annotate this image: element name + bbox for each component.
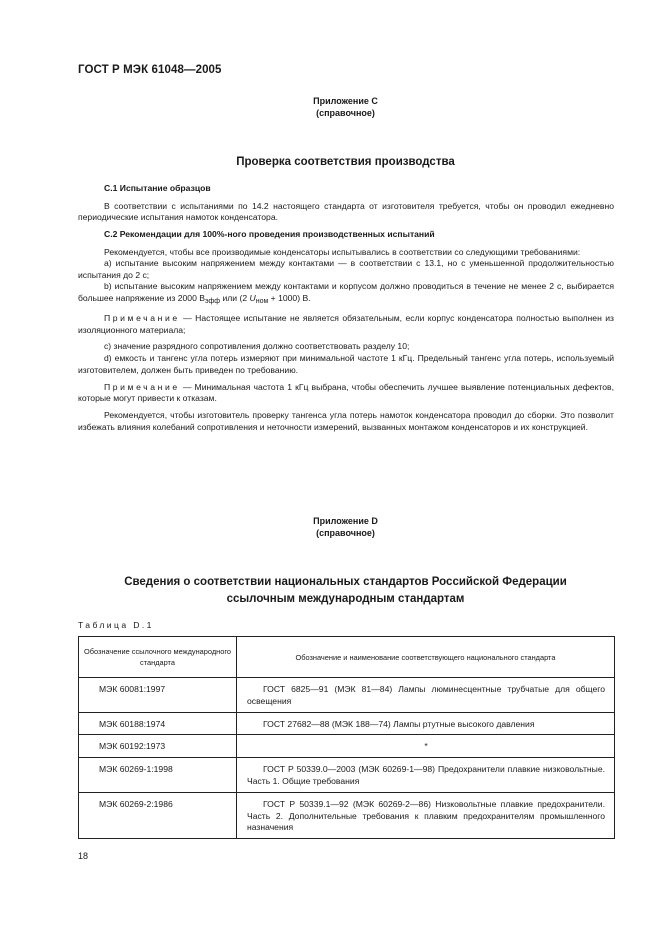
national-text: ГОСТ Р 50339.0—2003 (МЭК 60269-1—98) Предохранители плавкие низковольтные. Часть 1. Общие требования	[247, 764, 605, 786]
item-b-sub-eff: эфф	[204, 298, 221, 306]
note-2-text: — Минимальная частота 1 кГц выбрана, чтобы обеспечить лучшее выявление потенциальных дефектов, которые могут привести к отказам.	[78, 381, 614, 404]
table-header-row	[79, 637, 615, 678]
annex-d-label: Приложение D	[313, 516, 378, 526]
item-b	[78, 281, 614, 307]
item-b-sub-nom: ном	[255, 298, 269, 306]
national-text: ГОСТ 6825—91 (МЭК 81—84) Лампы люминесцентные трубчатые для общего освещения	[247, 684, 605, 706]
annex-c-label: Приложение C	[313, 96, 378, 106]
annex-c-body	[78, 183, 614, 438]
table-row	[79, 758, 615, 793]
ref-cell: МЭК 60269-2:1986	[79, 792, 237, 838]
item-c: c) значение разрядного сопротивления должно соответствовать разделу 10;	[104, 341, 410, 352]
note-2	[78, 382, 614, 405]
annex-d-title-line2: ссылочным международным стандартам	[226, 593, 465, 605]
annex-c-title: Проверка соответствия производства	[236, 156, 455, 168]
national-cell	[237, 792, 615, 838]
ref-cell: МЭК 60081:1997	[79, 678, 237, 713]
note-2-label: Примечание	[104, 381, 180, 392]
c1-title: C.1 Испытание образцов	[104, 183, 211, 193]
col2-header: Обозначение и наименование соответствующего национального стандарта	[237, 637, 615, 678]
table-row	[79, 792, 615, 838]
table-row	[79, 712, 615, 735]
item-b-start: b) испытание высоким напряжением между контактами и корпусом должно проводиться в течение не менее 2 с, выбирается большее напряжение из 2000 В	[78, 281, 614, 304]
note-1-text: — Настоящее испытание не является обязательным, если корпус конденсатора полностью выполнен из изоляционного материала;	[78, 312, 614, 335]
national-text: ГОСТ 27682—88 (МЭК 188—74) Лампы ртутные высокого давления	[263, 718, 535, 729]
col1-header: Обозначение ссылочного международного стандарта	[79, 637, 237, 678]
note-1-label: Примечание	[104, 312, 180, 323]
national-cell	[237, 758, 615, 793]
c2-intro: Рекомендуется, чтобы все производимые конденсаторы испытывались в соответствии со следующими требованиями:	[104, 246, 581, 257]
ref-cell: МЭК 60269-1:1998	[79, 758, 237, 793]
national-cell: *	[237, 735, 615, 758]
closing-text: Рекомендуется, чтобы изготовитель проверку тангенса угла потерь намоток конденсатора проводил до сборки. Это позволит избежать влияния колебаний сопротивления и неточности измерений, вызванных монтажом конденсаторов и их конструкцией.	[78, 409, 614, 432]
document-header: ГОСТ Р МЭК 61048—2005	[78, 64, 222, 76]
table-d1	[78, 636, 615, 839]
ref-cell: МЭК 60192:1973	[79, 735, 237, 758]
item-b-mid: или (2	[220, 293, 250, 304]
table-row	[79, 678, 615, 713]
national-cell	[237, 712, 615, 735]
annex-c-kind: (справочное)	[316, 108, 375, 118]
item-b-u: U	[249, 293, 256, 304]
note-1	[78, 313, 614, 336]
page-number: 18	[78, 851, 89, 861]
item-b-end: + 1000) В.	[268, 293, 311, 304]
item-a: а) испытание высоким напряжением между контактами — в соответствии с 13.1, но с уменьшенной продолжительностью испытания до 2 с;	[78, 258, 614, 280]
c2-title: C.2 Рекомендации для 100%-ного проведения производственных испытаний	[104, 229, 435, 240]
table-row	[79, 735, 615, 758]
item-d: d) емкость и тангенс угла потерь измеряют при минимальной частоте 1 кГц. Предельный тангенс угла потерь, используемый изготовителем, должен быть приведен по требованию.	[78, 353, 614, 375]
table-caption: Таблица D.1	[78, 620, 154, 630]
annex-d-kind: (справочное)	[316, 528, 375, 538]
annex-d-title-line1: Сведения о соответствии национальных стандартов Российской Федерации	[124, 576, 567, 588]
national-cell	[237, 678, 615, 713]
c1-text: В соответствии с испытаниями по 14.2 настоящего стандарта от изготовителя требуется, чтобы он проводил ежедневно периодические испытания намоток конденсатора.	[78, 200, 614, 223]
ref-cell: МЭК 60188:1974	[79, 712, 237, 735]
national-text: ГОСТ Р 50339.1—92 (МЭК 60269-2—86) Низковольтные плавкие предохранители. Часть 2. Дополнительные требования к плавким предохранителям промышленного назначения	[247, 798, 605, 833]
